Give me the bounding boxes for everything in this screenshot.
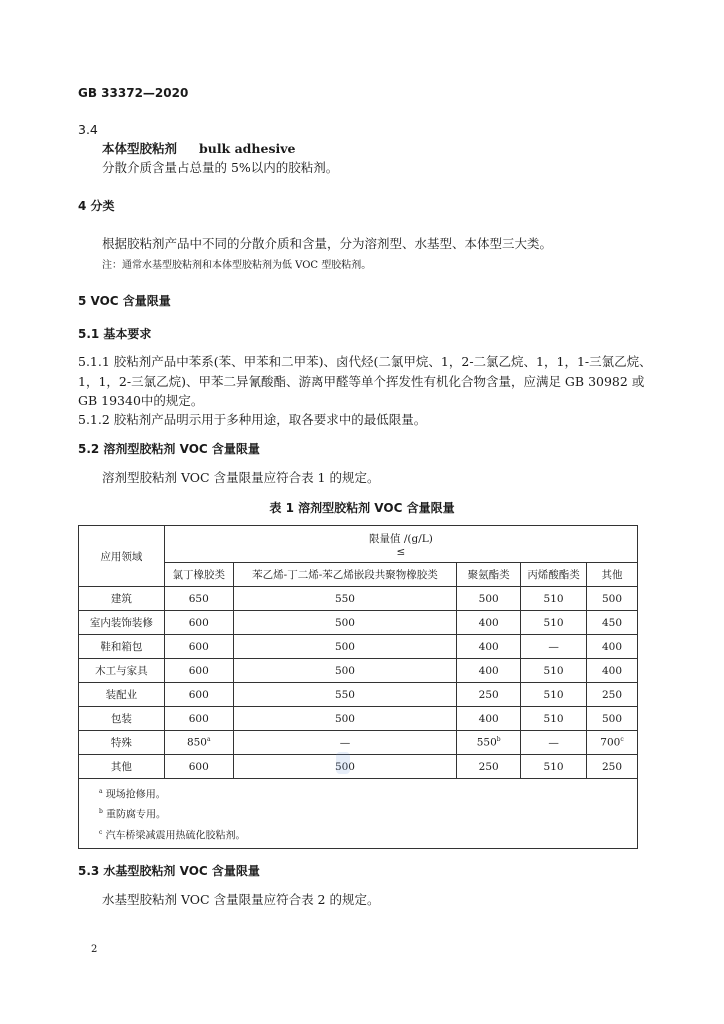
table-cell: 500 [587, 707, 638, 731]
table1-col-header: 氯丁橡胶类 [164, 563, 233, 587]
limit-header-symbol: ≤ [396, 545, 406, 558]
section-3-4-number: 3.4 [78, 122, 98, 137]
table-cell: 510 [521, 755, 587, 779]
row-field: 其他 [79, 755, 165, 779]
row-field: 木工与家具 [79, 659, 165, 683]
table-cell: 600 [164, 659, 233, 683]
table-cell: — [521, 635, 587, 659]
table-cell: 510 [521, 707, 587, 731]
section-5-3-heading: 5.3 水基型胶粘剂 VOC 含量限量 [78, 864, 260, 878]
table-cell: 500 [233, 659, 457, 683]
table-cell: 510 [521, 683, 587, 707]
table-cell: 400 [457, 707, 521, 731]
table-cell: 650 [164, 587, 233, 611]
table-cell: 500 [233, 755, 457, 779]
section-5-2-paragraph: 溶剂型胶粘剂 VOC 含量限量应符合表 1 的规定。 [102, 470, 380, 485]
table-cell: 550 [233, 587, 457, 611]
footnote-ref-c: c [620, 736, 624, 744]
watermark-mark [336, 752, 350, 774]
table-cell: 600 [164, 755, 233, 779]
section-5-2-heading: 5.2 溶剂型胶粘剂 VOC 含量限量 [78, 442, 260, 456]
table1-col-header: 聚氨酯类 [457, 563, 521, 587]
table1-title: 表 1 溶剂型胶粘剂 VOC 含量限量 [269, 501, 455, 515]
section-5-1-2-text: 5.1.2 胶粘剂产品明示用于多种用途，取各要求中的最低限量。 [78, 412, 427, 427]
footnote-c [79, 824, 637, 844]
row-field: 包装 [79, 707, 165, 731]
footnote-text: 重防腐专用。 [106, 809, 167, 821]
table-cell: 500 [233, 635, 457, 659]
footnote-a [79, 783, 637, 803]
footnote-text: 现场抢修用。 [105, 789, 166, 801]
table-cell: 400 [457, 635, 521, 659]
section-5-1-heading: 5.1 基本要求 [78, 327, 152, 341]
table-cell: 600 [164, 683, 233, 707]
table1 [78, 525, 638, 849]
table-row [79, 587, 638, 611]
table-cell: 600 [164, 635, 233, 659]
section-3-4-term [102, 139, 295, 158]
section-3-4-definition: 分散介质含量占总量的 5%以内的胶粘剂。 [102, 160, 339, 175]
table-row [79, 683, 638, 707]
table-cell: 400 [457, 611, 521, 635]
table-cell [587, 731, 638, 755]
row-field: 装配业 [79, 683, 165, 707]
table-cell: 500 [457, 587, 521, 611]
table-cell: 500 [233, 611, 457, 635]
table-cell: 400 [587, 635, 638, 659]
cell-value: 550 [476, 736, 497, 749]
page-number: 2 [91, 944, 98, 955]
table1-footnotes [79, 779, 638, 849]
table1-col-header: 其他 [587, 563, 638, 587]
footnote-ref-a: a [206, 736, 211, 744]
section-5-3-paragraph: 水基型胶粘剂 VOC 含量限量应符合表 2 的规定。 [102, 892, 380, 907]
table-cell: 400 [457, 659, 521, 683]
table-row [79, 635, 638, 659]
table-cell: 510 [521, 659, 587, 683]
section-4-note: 注：通常水基型胶粘剂和本体型胶粘剂为低 VOC 型胶粘剂。 [102, 260, 372, 271]
table-cell: 500 [233, 707, 457, 731]
table1-col-header: 苯乙烯-丁二烯-苯乙烯嵌段共聚物橡胶类 [233, 563, 457, 587]
term-chinese: 本体型胶粘剂 [102, 141, 178, 156]
table-cell: 450 [587, 611, 638, 635]
row-field: 鞋和箱包 [79, 635, 165, 659]
table1-footnotes-row [79, 779, 638, 849]
table-cell: 400 [587, 659, 638, 683]
cell-value: 850 [186, 736, 207, 749]
table-row [79, 611, 638, 635]
table1-header-limit [164, 526, 637, 563]
row-field: 建筑 [79, 587, 165, 611]
footnote-mark: a [99, 788, 103, 795]
section-5-1-1-line2: 1，1，2-三氯乙烷)、甲苯二异氰酸酯、游离甲醛等单个挥发性有机化合物含量，应满足 GB 30982 或 [78, 374, 645, 389]
row-field: 室内装饰装修 [79, 611, 165, 635]
table-cell: 510 [521, 587, 587, 611]
table-cell: — [233, 731, 457, 755]
section-4-heading: 4 分类 [78, 199, 115, 213]
standard-number: GB 33372—2020 [78, 86, 189, 100]
table-cell [457, 731, 521, 755]
cell-value: 700 [600, 736, 621, 749]
table-cell [164, 731, 233, 755]
row-field: 特殊 [79, 731, 165, 755]
table-row [79, 659, 638, 683]
table-cell: 500 [587, 587, 638, 611]
footnote-ref-b: b [496, 736, 501, 744]
table-cell: 250 [587, 755, 638, 779]
section-4-paragraph: 根据胶粘剂产品中不同的分散介质和含量，分为溶剂型、水基型、本体型三大类。 [102, 236, 553, 251]
table1-header-field: 应用领域 [79, 526, 165, 587]
footnote-mark: b [99, 808, 103, 816]
table-cell: 600 [164, 611, 233, 635]
term-english: bulk adhesive [198, 141, 296, 156]
section-5-1-1-line1: 5.1.1 胶粘剂产品中苯系(苯、甲苯和二甲苯)、卤代烃(二氯甲烷、1，2-二氯乙烷、1，1，1-三氯乙烷、 [78, 354, 652, 369]
table-cell: 250 [457, 755, 521, 779]
table1-col-header: 丙烯酸酯类 [521, 563, 587, 587]
table-row [79, 731, 638, 755]
table-cell: — [521, 731, 587, 755]
section-5-heading: 5 VOC 含量限量 [78, 294, 171, 308]
table-cell: 250 [587, 683, 638, 707]
table-cell: 250 [457, 683, 521, 707]
table-cell: 550 [233, 683, 457, 707]
footnote-b [79, 803, 637, 823]
limit-header-label: 限量值 /(g/L) [369, 532, 433, 545]
table-row [79, 707, 638, 731]
footnote-text: 汽车桥梁减震用热硫化胶粘剂。 [105, 829, 246, 841]
table-row [79, 755, 638, 779]
table-cell: 600 [164, 707, 233, 731]
footnote-mark: c [99, 828, 103, 836]
section-5-1-1-line3: GB 19340中的规定。 [78, 393, 204, 408]
table-cell: 510 [521, 611, 587, 635]
